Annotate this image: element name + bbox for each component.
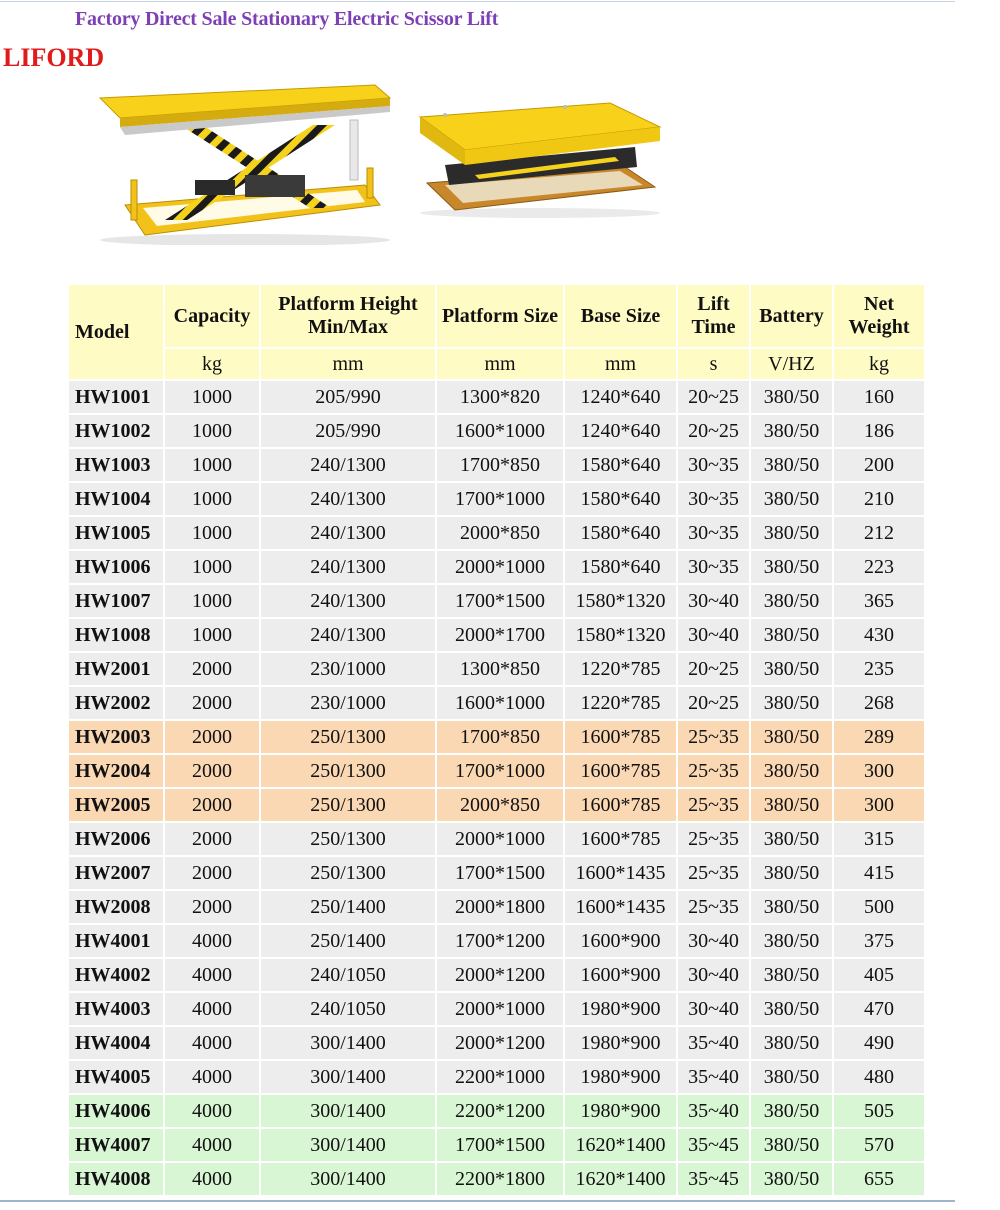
unit-capacity: kg — [164, 348, 260, 380]
cell-net-weight: 470 — [833, 992, 925, 1026]
cell-base-size: 1600*785 — [564, 788, 677, 822]
cell-capacity: 2000 — [164, 822, 260, 856]
cell-battery: 380/50 — [750, 890, 833, 924]
cell-battery: 380/50 — [750, 1094, 833, 1128]
cell-base-size: 1600*1435 — [564, 856, 677, 890]
cell-model: HW1003 — [68, 448, 164, 482]
cell-base-size: 1220*785 — [564, 686, 677, 720]
cell-battery: 380/50 — [750, 754, 833, 788]
table-row — [68, 584, 925, 618]
cell-base-size: 1600*900 — [564, 958, 677, 992]
cell-lift-time: 20~25 — [677, 652, 750, 686]
cell-platform-height: 250/1300 — [260, 720, 436, 754]
cell-platform-height: 230/1000 — [260, 686, 436, 720]
cell-model: HW4004 — [68, 1026, 164, 1060]
table-row — [68, 924, 925, 958]
cell-model: HW2004 — [68, 754, 164, 788]
table-row — [68, 856, 925, 890]
cell-lift-time: 25~35 — [677, 720, 750, 754]
cell-platform-size: 2200*1800 — [436, 1162, 564, 1196]
cell-net-weight: 315 — [833, 822, 925, 856]
cell-platform-height: 240/1050 — [260, 992, 436, 1026]
cell-model: HW2006 — [68, 822, 164, 856]
cell-platform-size: 2000*1200 — [436, 958, 564, 992]
cell-platform-size: 1700*850 — [436, 720, 564, 754]
col-header-capacity: Capacity — [164, 284, 260, 348]
cell-lift-time: 20~25 — [677, 414, 750, 448]
unit-net-weight: kg — [833, 348, 925, 380]
cell-net-weight: 186 — [833, 414, 925, 448]
cell-battery: 380/50 — [750, 380, 833, 414]
table-row — [68, 516, 925, 550]
cell-platform-height: 250/1300 — [260, 754, 436, 788]
col-header-model: Model — [68, 284, 164, 380]
cell-model: HW4003 — [68, 992, 164, 1026]
cell-platform-height: 240/1300 — [260, 618, 436, 652]
cell-battery: 380/50 — [750, 618, 833, 652]
table-row — [68, 1162, 925, 1196]
page-title: Factory Direct Sale Stationary Electric Scissor Lift — [75, 8, 499, 30]
cell-platform-size: 1600*1000 — [436, 414, 564, 448]
cell-capacity: 1000 — [164, 448, 260, 482]
cell-base-size: 1220*785 — [564, 652, 677, 686]
cell-platform-size: 1600*1000 — [436, 686, 564, 720]
top-divider — [0, 1, 955, 2]
cell-platform-height: 300/1400 — [260, 1162, 436, 1196]
cell-platform-height: 240/1050 — [260, 958, 436, 992]
cell-capacity: 4000 — [164, 1094, 260, 1128]
cell-net-weight: 235 — [833, 652, 925, 686]
cell-capacity: 2000 — [164, 890, 260, 924]
cell-platform-size: 2000*1000 — [436, 822, 564, 856]
cell-platform-height: 300/1400 — [260, 1060, 436, 1094]
spec-table-body — [68, 380, 925, 1196]
cell-capacity: 1000 — [164, 482, 260, 516]
cell-model: HW4001 — [68, 924, 164, 958]
cell-net-weight: 160 — [833, 380, 925, 414]
cell-net-weight: 210 — [833, 482, 925, 516]
cell-model: HW1008 — [68, 618, 164, 652]
cell-battery: 380/50 — [750, 482, 833, 516]
units-row — [68, 348, 925, 380]
cell-lift-time: 25~35 — [677, 822, 750, 856]
unit-base-size: mm — [564, 348, 677, 380]
cell-platform-height: 250/1300 — [260, 856, 436, 890]
cell-base-size: 1240*640 — [564, 380, 677, 414]
cell-platform-size: 2000*850 — [436, 516, 564, 550]
cell-capacity: 1000 — [164, 380, 260, 414]
cell-net-weight: 223 — [833, 550, 925, 584]
cell-net-weight: 212 — [833, 516, 925, 550]
cell-capacity: 2000 — [164, 856, 260, 890]
cell-net-weight: 655 — [833, 1162, 925, 1196]
cell-battery: 380/50 — [750, 414, 833, 448]
unit-lift-time: s — [677, 348, 750, 380]
cell-capacity: 4000 — [164, 1026, 260, 1060]
cell-lift-time: 30~40 — [677, 618, 750, 652]
cell-lift-time: 20~25 — [677, 380, 750, 414]
cell-lift-time: 30~40 — [677, 992, 750, 1026]
col-header-platform-height: Platform Height Min/Max — [260, 284, 436, 348]
table-row — [68, 788, 925, 822]
cell-lift-time: 30~35 — [677, 448, 750, 482]
cell-net-weight: 289 — [833, 720, 925, 754]
cell-platform-size: 1300*820 — [436, 380, 564, 414]
cell-capacity: 4000 — [164, 1162, 260, 1196]
cell-platform-height: 230/1000 — [260, 652, 436, 686]
cell-platform-size: 1700*1500 — [436, 1128, 564, 1162]
table-row — [68, 958, 925, 992]
table-row — [68, 482, 925, 516]
cell-platform-size: 2000*1800 — [436, 890, 564, 924]
cell-model: HW4002 — [68, 958, 164, 992]
unit-platform-size: mm — [436, 348, 564, 380]
cell-capacity: 2000 — [164, 720, 260, 754]
cell-capacity: 4000 — [164, 924, 260, 958]
cell-lift-time: 35~40 — [677, 1094, 750, 1128]
cell-platform-height: 250/1400 — [260, 890, 436, 924]
cell-lift-time: 30~40 — [677, 958, 750, 992]
cell-base-size: 1980*900 — [564, 1026, 677, 1060]
cell-model: HW4007 — [68, 1128, 164, 1162]
cell-model: HW2003 — [68, 720, 164, 754]
cell-battery: 380/50 — [750, 584, 833, 618]
cell-net-weight: 300 — [833, 754, 925, 788]
table-row — [68, 448, 925, 482]
cell-model: HW2002 — [68, 686, 164, 720]
cell-model: HW1005 — [68, 516, 164, 550]
cell-lift-time: 30~40 — [677, 924, 750, 958]
table-row — [68, 1128, 925, 1162]
cell-lift-time: 30~35 — [677, 516, 750, 550]
col-header-platform-size: Platform Size — [436, 284, 564, 348]
table-row — [68, 686, 925, 720]
table-row — [68, 890, 925, 924]
unit-platform-height: mm — [260, 348, 436, 380]
cell-capacity: 2000 — [164, 754, 260, 788]
cell-platform-height: 250/1300 — [260, 822, 436, 856]
cell-net-weight: 490 — [833, 1026, 925, 1060]
cell-capacity: 4000 — [164, 1060, 260, 1094]
cell-battery: 380/50 — [750, 1162, 833, 1196]
cell-model: HW1006 — [68, 550, 164, 584]
cell-platform-size: 1700*1500 — [436, 856, 564, 890]
cell-capacity: 4000 — [164, 992, 260, 1026]
cell-base-size: 1580*640 — [564, 516, 677, 550]
cell-battery: 380/50 — [750, 958, 833, 992]
cell-battery: 380/50 — [750, 1026, 833, 1060]
cell-net-weight: 200 — [833, 448, 925, 482]
cell-platform-height: 205/990 — [260, 414, 436, 448]
cell-net-weight: 405 — [833, 958, 925, 992]
cell-platform-size: 2000*850 — [436, 788, 564, 822]
cell-battery: 380/50 — [750, 924, 833, 958]
col-header-battery: Battery — [750, 284, 833, 348]
cell-model: HW1001 — [68, 380, 164, 414]
cell-lift-time: 25~35 — [677, 788, 750, 822]
cell-platform-size: 1300*850 — [436, 652, 564, 686]
cell-base-size: 1580*640 — [564, 482, 677, 516]
cell-net-weight: 570 — [833, 1128, 925, 1162]
cell-platform-height: 300/1400 — [260, 1026, 436, 1060]
cell-platform-size: 2000*1000 — [436, 550, 564, 584]
cell-base-size: 1600*1435 — [564, 890, 677, 924]
table-row — [68, 720, 925, 754]
cell-model: HW4005 — [68, 1060, 164, 1094]
cell-platform-height: 240/1300 — [260, 550, 436, 584]
cell-battery: 380/50 — [750, 822, 833, 856]
cell-net-weight: 480 — [833, 1060, 925, 1094]
cell-base-size: 1580*1320 — [564, 618, 677, 652]
cell-lift-time: 20~25 — [677, 686, 750, 720]
cell-platform-size: 1700*1000 — [436, 754, 564, 788]
cell-base-size: 1600*785 — [564, 720, 677, 754]
cell-model: HW4006 — [68, 1094, 164, 1128]
cell-platform-size: 2000*1200 — [436, 1026, 564, 1060]
cell-lift-time: 25~35 — [677, 754, 750, 788]
cell-capacity: 2000 — [164, 652, 260, 686]
cell-base-size: 1600*785 — [564, 822, 677, 856]
table-row — [68, 1060, 925, 1094]
cell-platform-height: 300/1400 — [260, 1128, 436, 1162]
cell-platform-height: 240/1300 — [260, 516, 436, 550]
brand-name: LIFORD — [3, 43, 105, 72]
cell-model: HW2008 — [68, 890, 164, 924]
cell-lift-time: 30~40 — [677, 584, 750, 618]
cell-platform-height: 240/1300 — [260, 584, 436, 618]
cell-net-weight: 430 — [833, 618, 925, 652]
col-header-base-size: Base Size — [564, 284, 677, 348]
cell-net-weight: 365 — [833, 584, 925, 618]
col-header-net-weight: Net Weight — [833, 284, 925, 348]
cell-battery: 380/50 — [750, 686, 833, 720]
cell-lift-time: 25~35 — [677, 856, 750, 890]
cell-platform-size: 1700*850 — [436, 448, 564, 482]
cell-battery: 380/50 — [750, 856, 833, 890]
cell-battery: 380/50 — [750, 1128, 833, 1162]
scissor-lift-extended-image — [95, 80, 395, 245]
bottom-divider — [0, 1200, 955, 1202]
unit-battery: V/HZ — [750, 348, 833, 380]
cell-base-size: 1620*1400 — [564, 1128, 677, 1162]
scissor-lift-lowered-image — [415, 95, 665, 220]
cell-platform-size: 1700*1200 — [436, 924, 564, 958]
cell-platform-height: 250/1400 — [260, 924, 436, 958]
cell-platform-size: 2200*1200 — [436, 1094, 564, 1128]
header-row — [68, 284, 925, 348]
cell-platform-height: 240/1300 — [260, 448, 436, 482]
cell-battery: 380/50 — [750, 516, 833, 550]
cell-capacity: 4000 — [164, 1128, 260, 1162]
cell-platform-size: 1700*1500 — [436, 584, 564, 618]
cell-capacity: 1000 — [164, 618, 260, 652]
cell-battery: 380/50 — [750, 550, 833, 584]
cell-lift-time: 35~40 — [677, 1026, 750, 1060]
cell-net-weight: 500 — [833, 890, 925, 924]
cell-base-size: 1580*640 — [564, 448, 677, 482]
cell-base-size: 1620*1400 — [564, 1162, 677, 1196]
table-row — [68, 652, 925, 686]
cell-net-weight: 268 — [833, 686, 925, 720]
cell-lift-time: 25~35 — [677, 890, 750, 924]
cell-platform-size: 2000*1700 — [436, 618, 564, 652]
cell-base-size: 1600*900 — [564, 924, 677, 958]
cell-net-weight: 505 — [833, 1094, 925, 1128]
cell-base-size: 1980*900 — [564, 1094, 677, 1128]
cell-base-size: 1980*900 — [564, 1060, 677, 1094]
cell-battery: 380/50 — [750, 652, 833, 686]
cell-base-size: 1980*900 — [564, 992, 677, 1026]
cell-capacity: 1000 — [164, 516, 260, 550]
cell-capacity: 1000 — [164, 550, 260, 584]
cell-model: HW4008 — [68, 1162, 164, 1196]
cell-lift-time: 35~45 — [677, 1162, 750, 1196]
cell-base-size: 1600*785 — [564, 754, 677, 788]
cell-lift-time: 30~35 — [677, 482, 750, 516]
cell-lift-time: 35~40 — [677, 1060, 750, 1094]
cell-net-weight: 375 — [833, 924, 925, 958]
cell-platform-size: 2000*1000 — [436, 992, 564, 1026]
table-row — [68, 550, 925, 584]
cell-lift-time: 35~45 — [677, 1128, 750, 1162]
cell-capacity: 2000 — [164, 788, 260, 822]
cell-battery: 380/50 — [750, 788, 833, 822]
cell-base-size: 1240*640 — [564, 414, 677, 448]
table-row — [68, 754, 925, 788]
cell-platform-height: 300/1400 — [260, 1094, 436, 1128]
cell-platform-height: 240/1300 — [260, 482, 436, 516]
table-row — [68, 618, 925, 652]
cell-model: HW1002 — [68, 414, 164, 448]
table-row — [68, 1026, 925, 1060]
cell-battery: 380/50 — [750, 448, 833, 482]
cell-net-weight: 415 — [833, 856, 925, 890]
cell-capacity: 1000 — [164, 584, 260, 618]
table-row — [68, 992, 925, 1026]
cell-model: HW2007 — [68, 856, 164, 890]
cell-base-size: 1580*1320 — [564, 584, 677, 618]
table-row — [68, 822, 925, 856]
cell-capacity: 2000 — [164, 686, 260, 720]
cell-net-weight: 300 — [833, 788, 925, 822]
cell-lift-time: 30~35 — [677, 550, 750, 584]
cell-platform-height: 250/1300 — [260, 788, 436, 822]
cell-platform-size: 1700*1000 — [436, 482, 564, 516]
col-header-lift-time: Lift Time — [677, 284, 750, 348]
cell-battery: 380/50 — [750, 1060, 833, 1094]
cell-model: HW2005 — [68, 788, 164, 822]
table-row — [68, 1094, 925, 1128]
table-row — [68, 380, 925, 414]
cell-battery: 380/50 — [750, 992, 833, 1026]
cell-platform-size: 2200*1000 — [436, 1060, 564, 1094]
spec-table — [67, 283, 926, 1197]
cell-platform-height: 205/990 — [260, 380, 436, 414]
cell-model: HW1007 — [68, 584, 164, 618]
cell-base-size: 1580*640 — [564, 550, 677, 584]
cell-model: HW2001 — [68, 652, 164, 686]
cell-battery: 380/50 — [750, 720, 833, 754]
cell-model: HW1004 — [68, 482, 164, 516]
cell-capacity: 4000 — [164, 958, 260, 992]
table-row — [68, 414, 925, 448]
cell-capacity: 1000 — [164, 414, 260, 448]
